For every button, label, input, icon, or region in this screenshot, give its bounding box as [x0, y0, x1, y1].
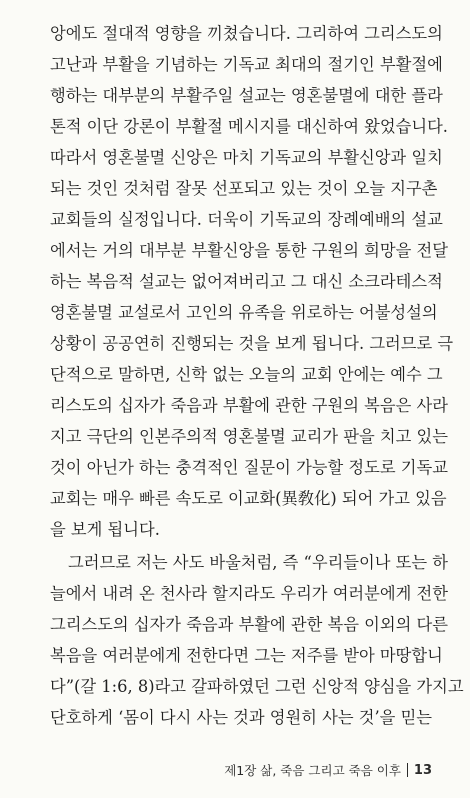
text-line: 되는 것인 것처럼 잘못 선포되고 있는 것이 오늘 지구촌	[50, 179, 438, 198]
text-line: 늘에서 내려 온 천사라 할지라도 우리가 여러분에게 전한	[50, 584, 448, 603]
body-text	[50, 18, 464, 733]
text-line: 단호하게 ‘몸이 다시 사는 것과 영원히 사는 것’을 믿는	[50, 708, 433, 727]
running-title: 제1장 삶, 죽음 그리고 죽음 이후	[224, 763, 401, 778]
text-line: 톤적 이단 강론이 부활절 메시지를 대신하여 왔었습니다.	[50, 117, 448, 136]
text-line: 다”(갈 1:6, 8)라고 갈파하였던 그런 신앙적 양심을 가지고	[50, 677, 464, 696]
text-line: 그리스도의 십자가 죽음과 부활에 관한 복음 이외의 다른	[50, 615, 448, 634]
text-line: 고난과 부활을 기념하는 기독교 최대의 절기인 부활절에	[50, 55, 443, 74]
page-footer	[224, 761, 432, 779]
text-line: 에서는 거의 대부분 부활신앙을 통한 구원의 희망을 전달	[50, 241, 448, 260]
text-line: 상황이 공공연히 진행되는 것을 보게 됩니다. 그러므로 극	[50, 334, 454, 353]
text-line: 을 보게 됩니다.	[50, 520, 160, 539]
text-line: 단적으로 말하면, 신학 없는 오늘의 교회 안에는 예수 그	[50, 365, 443, 384]
text-line: 따라서 영혼불멸 신앙은 마치 기독교의 부활신앙과 일치	[50, 148, 443, 167]
text-line: 리스도의 십자가 죽음과 부활에 관한 구원의 복음은 사라	[50, 396, 448, 415]
text-line: 교회들의 실정입니다. 더욱이 기독교의 장례예배의 설교	[50, 210, 443, 229]
paragraph-2	[50, 547, 464, 733]
text-line: 그러므로 저는 사도 바울처럼, 즉 “우리들이나 또는 하	[68, 553, 449, 572]
text-line: 것이 아닌가 하는 충격적인 질문이 가능할 정도로 기독교	[50, 458, 448, 477]
text-line: 교회는 매우 빠른 속도로 이교화(異敎化) 되어 가고 있음	[50, 489, 447, 508]
text-line: 복음을 여러분에게 전한다면 그는 저주를 받아 마땅합니	[50, 646, 443, 665]
footer-divider	[407, 763, 408, 777]
paragraph-1	[50, 18, 454, 545]
text-line: 영혼불멸 교설로서 고인의 유족을 위로하는 어불성설의	[50, 303, 438, 322]
text-line: 행하는 대부분의 부활주일 설교는 영혼불멸에 대한 플라	[50, 86, 443, 105]
text-line: 지고 극단의 인본주의적 영혼불멸 교리가 판을 치고 있는	[50, 427, 448, 446]
text-line: 앙에도 절대적 영향을 끼쳤습니다. 그리하여 그리스도의	[50, 24, 443, 43]
text-line: 하는 복음적 설교는 없어져버리고 그 대신 소크라테스적	[50, 272, 443, 291]
page-number: 13	[413, 762, 432, 778]
